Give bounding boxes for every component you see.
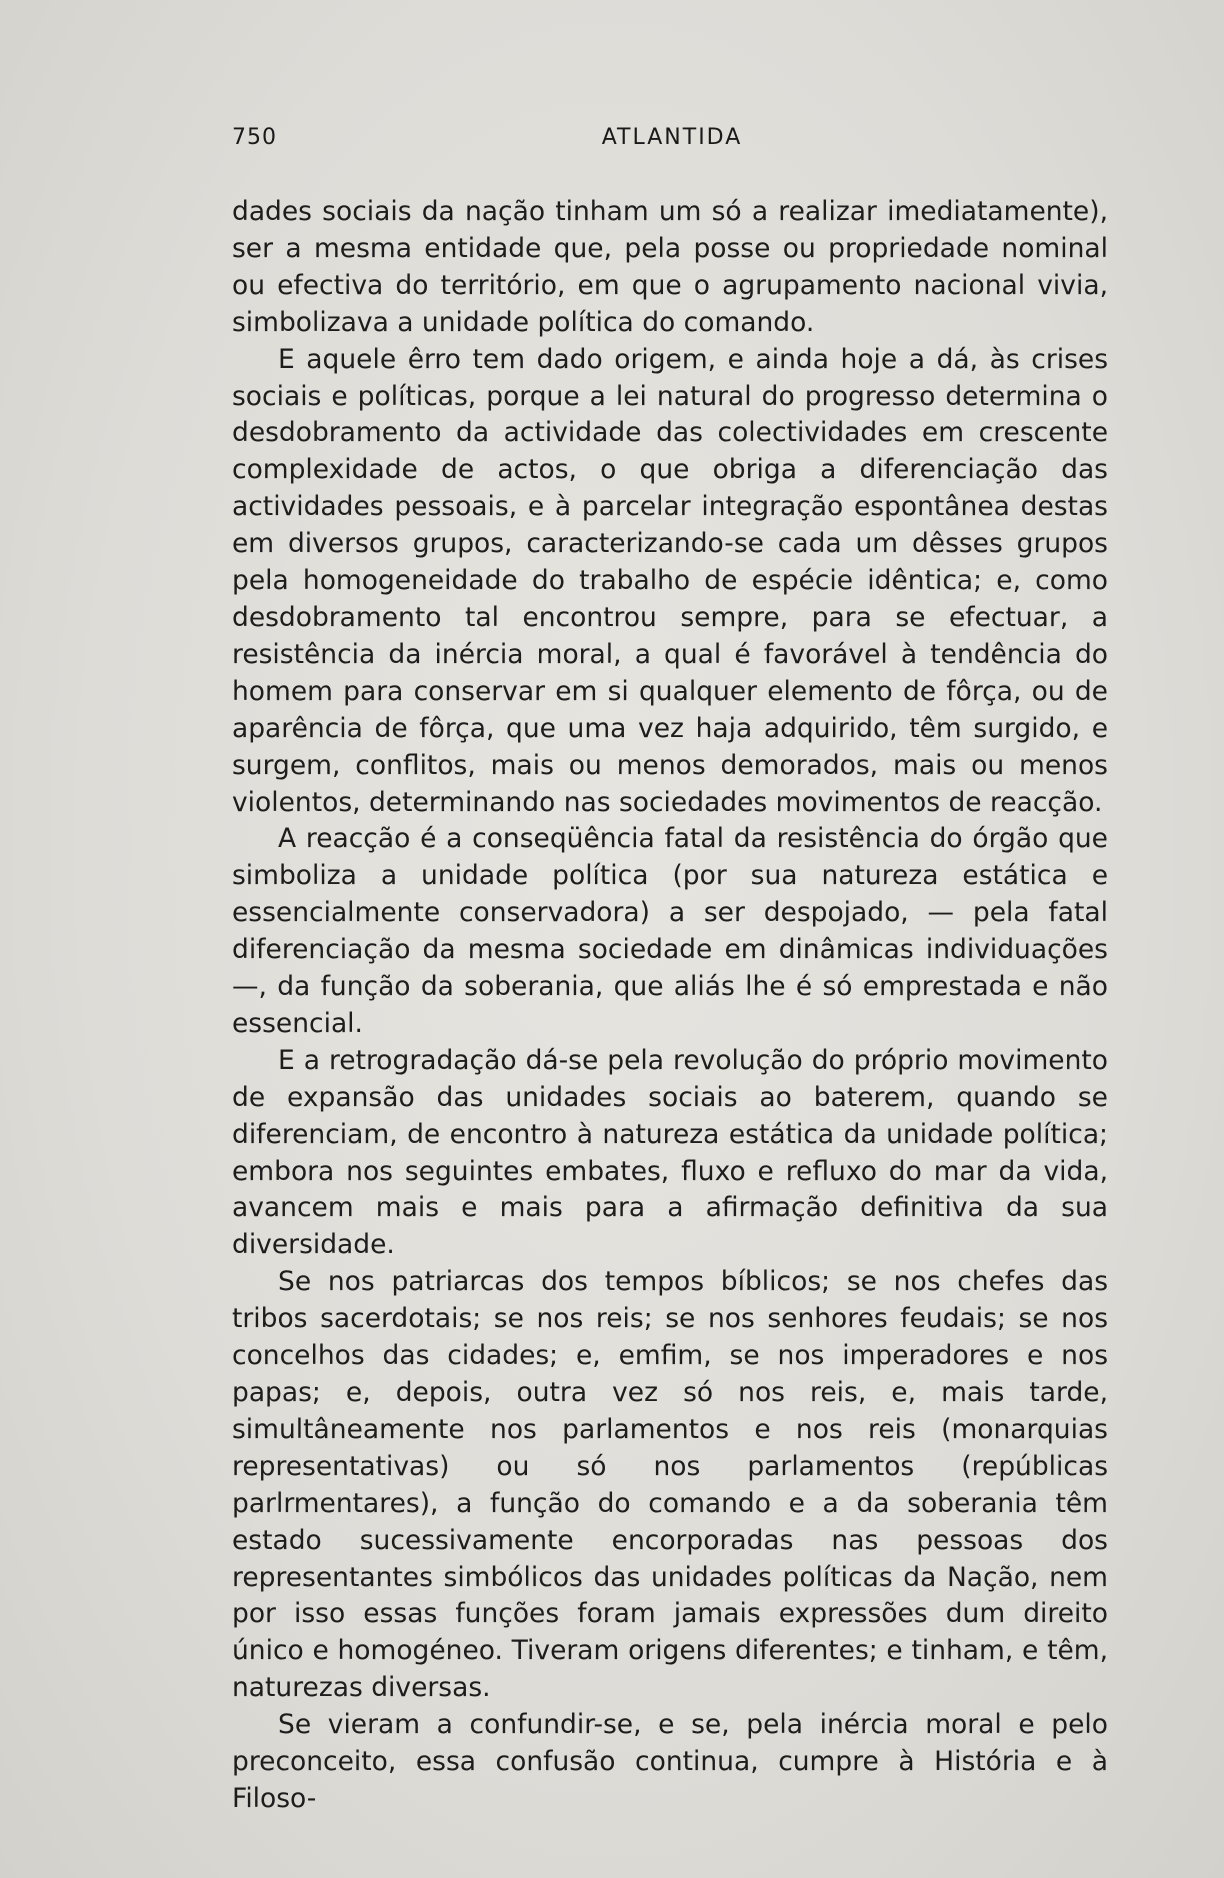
page-number: 750 <box>232 125 277 150</box>
paragraph-continuation: dades sociais da nação tinham um só a realizar imediatamente), ser a mesma entidade que, pela posse ou propriedade nominal ou efectiva do território, em que o agrupamento nacional vivia, simbolizava a unidade política do comando. <box>232 196 1108 338</box>
paragraph: E a retrogradação dá-se pela revolução do próprio movimento de expansão das unidades sociais ao baterem, quando se diferenciam, de encontro à natureza estática da unidade política; embora nos seguintes embates, fluxo e refluxo do mar da vida, avancem mais e mais para a afirmação definitiva da sua diversidade. <box>232 1044 1108 1261</box>
running-head: ATLANTIDA <box>601 125 743 150</box>
body-text <box>232 194 1108 1818</box>
paragraph: Se vieram a confundir-se, e se, pela inércia moral e pelo preconceito, essa confusão continua, cumpre à História e à Filoso- <box>232 1709 1108 1814</box>
paragraph: A reacção é a conseqüência fatal da resistência do órgão que simboliza a unidade política (por sua natureza estática e essencialmente conservadora) a ser despojado, — pela fatal diferenciação da mesma sociedade em dinâmicas individuações —, da função da soberania, que aliás lhe é só emprestada e não essencial. <box>232 823 1108 1039</box>
paragraph: E aquele êrro tem dado origem, e ainda hoje a dá, às crises sociais e políticas, porque a lei natural do progresso determina o desdobramento da actividade das colectividades em crescente complexidade de actos, o que obriga a diferenciação das actividades pessoais, e à parcelar integração espontânea destas em diversos grupos, caracterizando-se cada um dêsses grupos pela homogeneidade do trabalho de espécie idêntica; e, como desdobramento tal encontrou sempre, para se efectuar, a resistência da inércia moral, a qual é favorável à tendência do homem para conservar em si qualquer elemento de fôrça, ou de aparência de fôrça, que uma vez haja adquirido, têm surgido, e surgem, conflitos, mais ou menos demorados, mais ou menos violentos, determinando nas sociedades movimentos de reacção. <box>232 343 1108 818</box>
paragraph: Se nos patriarcas dos tempos bíblicos; se nos chefes das tribos sacerdotais; se nos reis; se nos senhores feudais; se nos concelhos das cidades; e, emfim, se nos imperadores e nos papas; e, depois, outra vez só nos reis, e, mais tarde, simultâneamente nos parlamentos e nos reis (monarquias representativas) ou só nos parlamentos (repúblicas parlrmentares), a função do comando e a da soberania têm estado sucessivamente encorporadas nas pessoas dos representantes simbólicos das unidades políticas da Nação, nem por isso essas funções foram jamais expressões dum direito único e homogéneo. Tiveram origens diferentes; e tinham, e têm, naturezas diversas. <box>232 1266 1108 1704</box>
page-header <box>232 125 1112 159</box>
